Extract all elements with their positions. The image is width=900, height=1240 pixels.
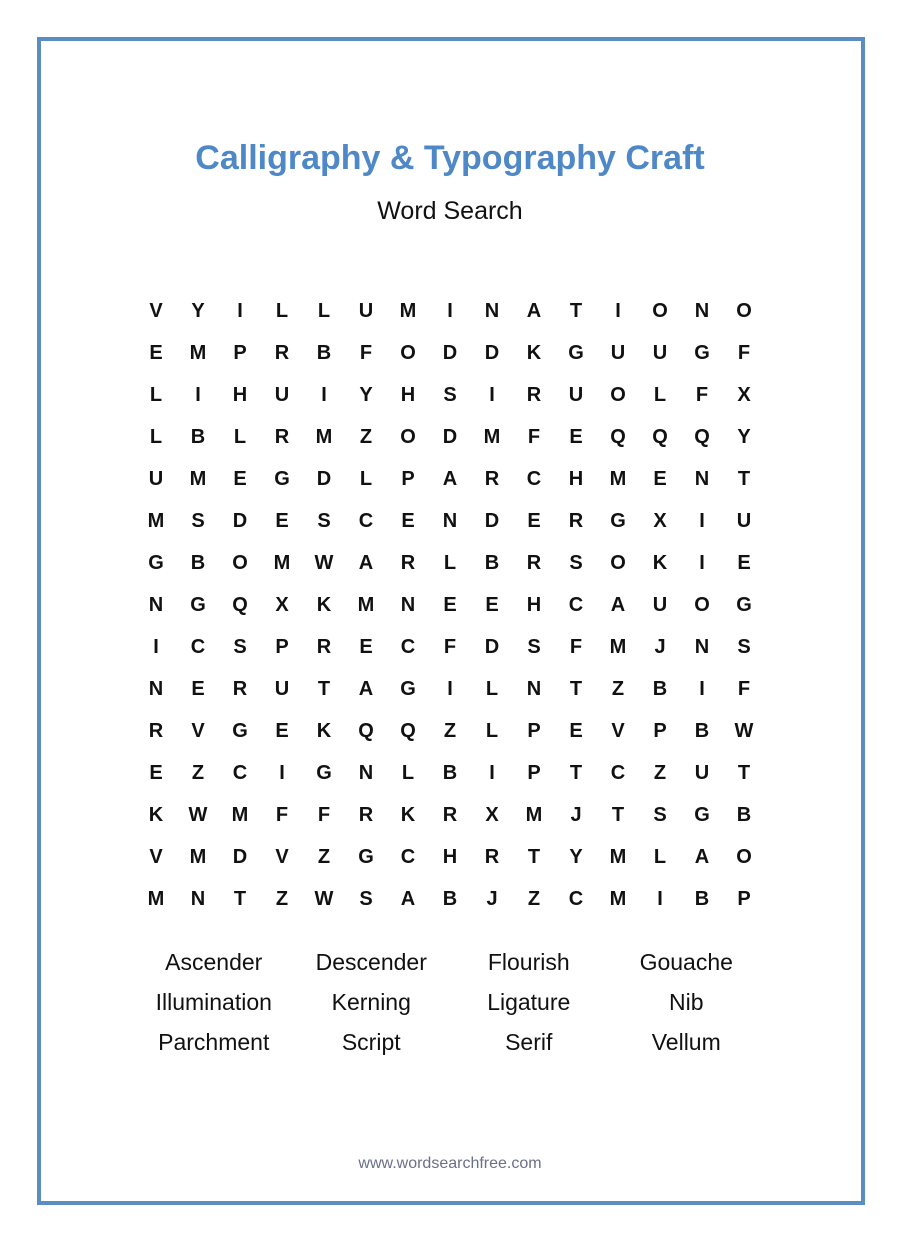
grid-letter: I [615,299,621,322]
grid-letter: N [484,299,500,322]
grid-letter: G [568,341,584,364]
grid-letter: R [232,677,248,700]
grid-letter: M [189,467,207,490]
letter-grid [135,290,765,920]
grid-letter: T [317,677,331,700]
grid-letter: V [191,719,205,742]
grid-letter: G [148,551,164,574]
grid-letter: O [736,299,752,322]
grid-letter: Z [527,887,541,910]
grid-letter: Q [610,425,626,448]
grid-letter: F [569,635,583,658]
grid-letter: B [694,887,710,910]
grid-letter: F [443,635,457,658]
grid-letter: S [443,383,457,406]
grid-letter: S [233,635,247,658]
grid-letter: I [447,299,453,322]
grid-letter: D [484,341,500,364]
grid-letter: L [485,719,499,742]
grid-letter: C [568,887,584,910]
grid-letter: Z [275,887,289,910]
grid-letter: S [569,551,583,574]
grid-letter: U [652,593,668,616]
grid-letter: R [568,509,584,532]
grid-letter: C [190,635,206,658]
grid-letter: Q [232,593,248,616]
grid-letter: M [609,887,627,910]
grid-letter: B [190,425,206,448]
grid-letter: G [232,719,248,742]
grid-letter: T [569,299,583,322]
grid-letter: B [652,677,668,700]
grid-letter: P [737,887,751,910]
grid-letter: O [400,425,416,448]
grid-letter: G [694,341,710,364]
grid-letter: J [654,635,666,658]
grid-letter: W [734,719,754,742]
grid-letter: L [149,383,163,406]
grid-letter: W [314,887,334,910]
grid-letter: L [485,677,499,700]
grid-letter: U [694,761,710,784]
grid-letter: R [148,719,164,742]
grid-letter: R [400,551,416,574]
word-list-item: Flourish [487,949,570,975]
grid-letter: N [190,887,206,910]
grid-letter: Z [317,845,331,868]
grid-letter: I [321,383,327,406]
grid-letter: E [275,719,289,742]
grid-letter: F [527,425,541,448]
grid-letter: M [609,845,627,868]
grid-letter: G [736,593,752,616]
grid-letter: L [233,425,247,448]
grid-letter: M [147,887,165,910]
grid-letter: Z [359,425,373,448]
grid-letter: P [275,635,289,658]
grid-letter: Z [611,677,625,700]
grid-letter: I [699,677,705,700]
grid-letter: W [188,803,208,826]
word-list-item: Kerning [331,989,411,1015]
grid-letter: R [526,383,542,406]
grid-letter: U [610,341,626,364]
grid-letter: P [233,341,247,364]
grid-letter: X [485,803,499,826]
grid-letter: Z [443,719,457,742]
grid-letter: I [153,635,159,658]
grid-letter: T [611,803,625,826]
grid-letter: L [317,299,331,322]
grid-letter: L [653,383,667,406]
grid-letter: Y [359,383,373,406]
grid-letter: P [527,761,541,784]
grid-letter: A [358,677,374,700]
word-list-item: Gouache [639,949,733,975]
grid-letter: K [652,551,668,574]
grid-letter: U [274,677,290,700]
grid-letter: V [611,719,625,742]
grid-letter: R [442,803,458,826]
grid-letter: T [569,677,583,700]
grid-letter: I [699,551,705,574]
grid-letter: E [737,551,751,574]
grid-letter: T [737,467,751,490]
grid-letter: P [653,719,667,742]
word-list-item: Serif [505,1029,553,1055]
grid-letter: X [275,593,289,616]
page-subtitle: Word Search [377,197,523,225]
word-list-item: Vellum [651,1029,721,1055]
grid-letter: T [233,887,247,910]
grid-letter: Y [737,425,751,448]
grid-letter: F [737,341,751,364]
grid-letter: C [610,761,626,784]
grid-letter: H [400,383,416,406]
grid-letter: N [148,593,164,616]
grid-letter: J [486,887,498,910]
grid-letter: G [274,467,290,490]
grid-letter: S [191,509,205,532]
grid-letter: I [657,887,663,910]
grid-letter: C [526,467,542,490]
grid-letter: O [694,593,710,616]
grid-letter: H [442,845,458,868]
grid-letter: L [149,425,163,448]
grid-letter: X [737,383,751,406]
grid-letter: K [316,593,332,616]
grid-letter: I [489,761,495,784]
grid-letter: F [359,341,373,364]
grid-letter: U [652,341,668,364]
grid-letter: I [447,677,453,700]
grid-letter: U [274,383,290,406]
grid-letter: Z [653,761,667,784]
grid-letter: E [485,593,499,616]
grid-letter: V [149,845,163,868]
grid-letter: B [736,803,752,826]
grid-letter: K [148,803,164,826]
grid-letter: E [401,509,415,532]
grid-letter: M [189,341,207,364]
grid-letter: D [484,635,500,658]
grid-letter: M [483,425,501,448]
grid-letter: L [653,845,667,868]
grid-letter: I [489,383,495,406]
grid-letter: M [315,425,333,448]
grid-letter: I [237,299,243,322]
grid-letter: D [442,425,458,448]
grid-letter: L [401,761,415,784]
grid-letter: O [610,383,626,406]
grid-letter: V [149,299,163,322]
grid-letter: I [279,761,285,784]
grid-letter: O [610,551,626,574]
grid-letter: R [484,845,500,868]
page-title: Calligraphy & Typography Craft [195,139,705,177]
grid-letter: A [442,467,458,490]
grid-letter: G [694,803,710,826]
grid-letter: K [526,341,542,364]
grid-letter: I [699,509,705,532]
grid-letter: O [400,341,416,364]
grid-letter: L [443,551,457,574]
word-list-item: Parchment [158,1029,270,1055]
grid-letter: Q [694,425,710,448]
grid-letter: M [609,635,627,658]
word-list-item: Ascender [165,949,263,975]
grid-letter: R [358,803,374,826]
grid-letter: M [357,593,375,616]
grid-letter: E [191,677,205,700]
grid-letter: S [527,635,541,658]
grid-letter: C [358,509,374,532]
grid-letter: F [737,677,751,700]
grid-letter: S [359,887,373,910]
grid-letter: M [147,509,165,532]
grid-letter: Q [652,425,668,448]
grid-letter: F [317,803,331,826]
grid-letter: S [317,509,331,532]
grid-letter: M [525,803,543,826]
grid-letter: E [275,509,289,532]
grid-letter: W [314,551,334,574]
grid-letter: G [610,509,626,532]
grid-letter: N [694,467,710,490]
grid-letter: B [190,551,206,574]
grid-letter: Q [358,719,374,742]
grid-letter: V [275,845,289,868]
grid-letter: B [694,719,710,742]
grid-letter: M [273,551,291,574]
grid-letter: C [400,845,416,868]
grid-letter: K [400,803,416,826]
grid-letter: O [232,551,248,574]
word-list-item: Script [341,1029,401,1055]
grid-letter: D [232,845,248,868]
grid-letter: M [231,803,249,826]
grid-letter: L [275,299,289,322]
grid-letter: N [694,299,710,322]
grid-letter: L [359,467,373,490]
grid-letter: Y [569,845,583,868]
grid-letter: R [526,551,542,574]
grid-letter: X [653,509,667,532]
grid-letter: E [149,761,163,784]
grid-letter: Q [400,719,416,742]
grid-letter: H [232,383,248,406]
grid-letter: R [484,467,500,490]
word-list-item: Illumination [155,989,272,1015]
grid-letter: N [148,677,164,700]
grid-letter: A [358,551,374,574]
grid-letter: K [316,719,332,742]
grid-letter: G [190,593,206,616]
grid-letter: F [695,383,709,406]
grid-letter: D [232,509,248,532]
footer-url: www.wordsearchfree.com [358,1155,542,1172]
word-list-item: Ligature [487,989,571,1015]
grid-letter: M [189,845,207,868]
word-list-item: Descender [315,949,427,975]
grid-letter: E [527,509,541,532]
grid-letter: C [232,761,248,784]
grid-letter: U [358,299,374,322]
grid-letter: B [442,761,458,784]
grid-letter: R [316,635,332,658]
grid-letter: E [443,593,457,616]
grid-letter: E [149,341,163,364]
grid-letter: N [526,677,542,700]
word-list [135,942,765,1062]
grid-letter: O [736,845,752,868]
grid-letter: N [358,761,374,784]
grid-letter: O [652,299,668,322]
grid-letter: F [275,803,289,826]
grid-letter: Z [191,761,205,784]
grid-letter: B [484,551,500,574]
grid-letter: A [610,593,626,616]
grid-letter: E [233,467,247,490]
grid-letter: E [569,719,583,742]
grid-letter: N [442,509,458,532]
word-list-item: Nib [668,989,704,1015]
grid-letter: B [316,341,332,364]
grid-letter: A [400,887,416,910]
grid-letter: M [609,467,627,490]
grid-letter: M [399,299,417,322]
grid-letter: U [148,467,164,490]
grid-letter: N [694,635,710,658]
grid-letter: G [358,845,374,868]
grid-letter: S [737,635,751,658]
grid-letter: C [568,593,584,616]
grid-letter: H [526,593,542,616]
grid-letter: B [442,887,458,910]
grid-letter: D [442,341,458,364]
grid-letter: R [274,425,290,448]
grid-letter: A [526,299,542,322]
grid-letter: E [569,425,583,448]
grid-letter: G [316,761,332,784]
grid-letter: D [316,467,332,490]
grid-letter: S [653,803,667,826]
grid-letter: T [569,761,583,784]
grid-letter: C [400,635,416,658]
grid-letter: I [195,383,201,406]
grid-letter: R [274,341,290,364]
grid-letter: T [737,761,751,784]
grid-letter: A [694,845,710,868]
grid-letter: U [736,509,752,532]
grid-letter: E [359,635,373,658]
grid-letter: Y [191,299,205,322]
grid-letter: G [400,677,416,700]
grid-letter: T [527,845,541,868]
grid-letter: E [653,467,667,490]
grid-letter: U [568,383,584,406]
grid-letter: P [401,467,415,490]
grid-letter: H [568,467,584,490]
grid-letter: P [527,719,541,742]
grid-letter: D [484,509,500,532]
grid-letter: J [570,803,582,826]
grid-letter: N [400,593,416,616]
